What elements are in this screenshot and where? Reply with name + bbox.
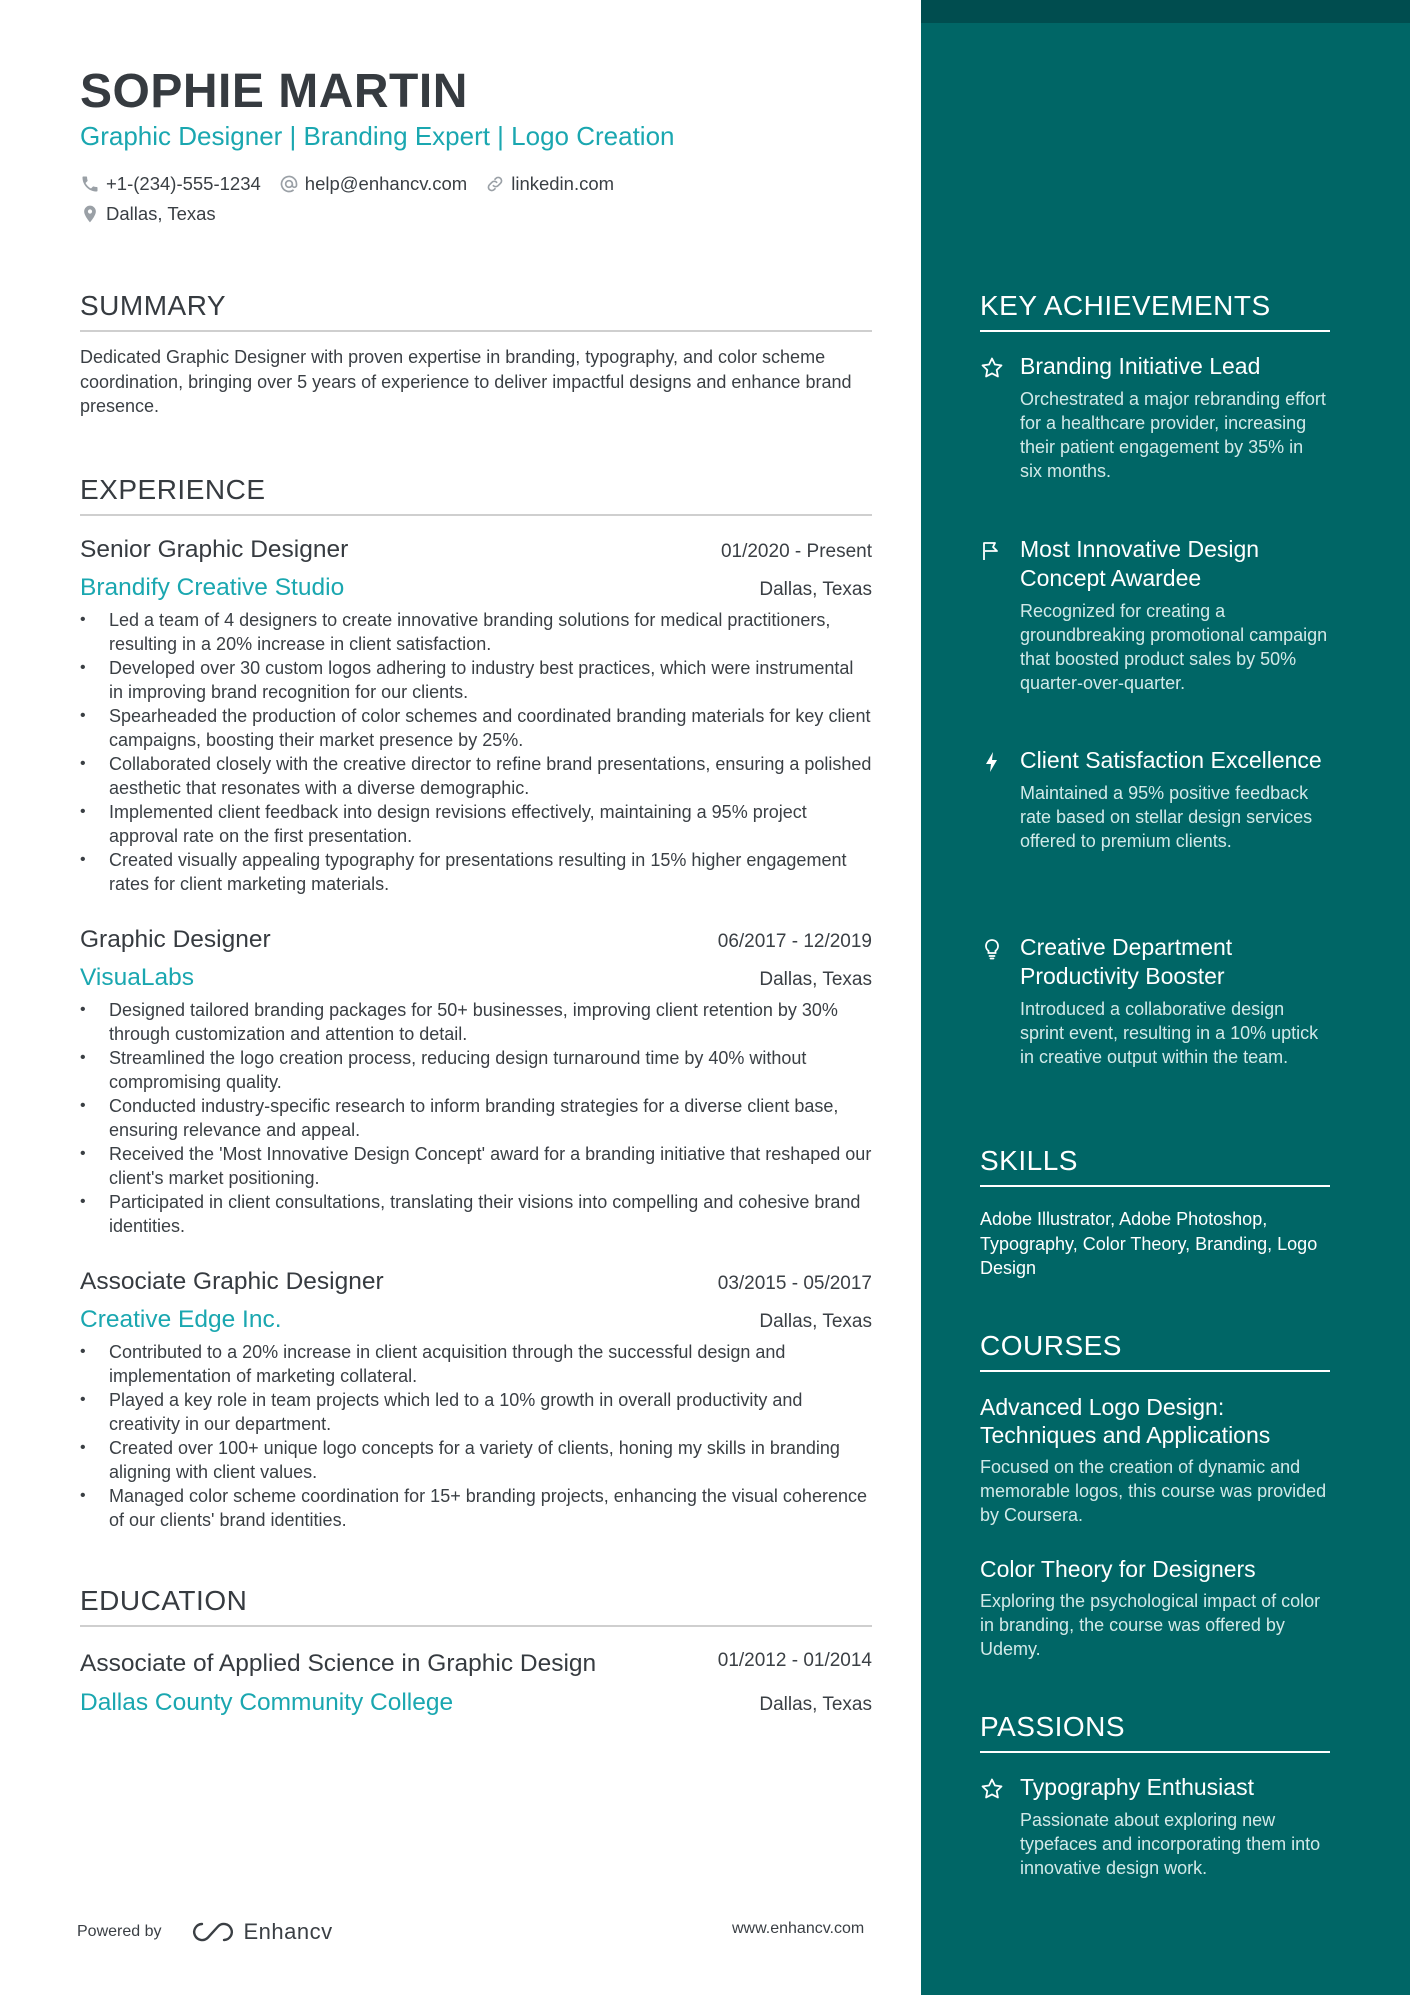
summary-section: [80, 290, 872, 419]
location-text: Dallas, Texas: [106, 203, 216, 224]
achievement-title: Branding Initiative Lead: [1020, 353, 1261, 379]
job-company: Brandify Creative Studio: [80, 574, 345, 601]
powered-by-label: Powered by: [77, 1923, 162, 1940]
job-bullets: [80, 608, 872, 896]
achievement-title: Creative Department Productivity Booster: [1020, 934, 1233, 989]
experience-section: [80, 474, 872, 516]
job-bullet: • Created over 100+ unique logo concepts for a variety of clients, honing my skills in branding aligning with client values.: [80, 1436, 872, 1484]
education-entry: [80, 1648, 872, 1717]
achievement-title: Most Innovative Design Concept Awardee: [1020, 536, 1260, 591]
summary-title: SUMMARY: [80, 290, 872, 332]
email-text: help@enhancv.com: [304, 173, 468, 194]
achievement-desc: Orchestrated a major rebranding effort for a healthcare provider, increasing their patient engagement by 35% in six months.: [1020, 389, 1326, 481]
phone-icon: [80, 174, 100, 194]
job-bullet: • Managed color scheme coordination for 15+ branding projects, enhancing the visual coherence of our clients' brand identities.: [80, 1484, 872, 1532]
at-icon: [279, 174, 299, 194]
job-company: Creative Edge Inc.: [80, 1306, 282, 1333]
job-bullet: • Developed over 30 custom logos adhering to industry best practices, which were instrumental in improving brand recognition for our clients.: [80, 656, 872, 704]
footer-website[interactable]: www.enhancv.com: [732, 1920, 865, 1937]
star-icon: [980, 356, 1004, 380]
job-entry: [80, 536, 872, 896]
course-desc: Exploring the psychological impact of color in branding, the course was offered by Udemy.: [980, 1591, 1321, 1659]
flag-icon: [980, 539, 1004, 563]
enhancv-brand[interactable]: Enhancv: [243, 1919, 333, 1944]
achievements-title: KEY ACHIEVEMENTS: [980, 290, 1330, 332]
education-location: Dallas, Texas: [759, 1694, 872, 1715]
job-bullet: • Created visually appealing typography for presentations resulting in 15% higher engagement rates for client marketing materials.: [80, 848, 872, 896]
passion-title: Typography Enthusiast: [1020, 1774, 1254, 1800]
linkedin-contact[interactable]: [485, 173, 614, 195]
job-company: VisuaLabs: [80, 964, 194, 991]
achievement-desc: Maintained a 95% positive feedback rate based on stellar design services offered to premium clients.: [1020, 783, 1313, 851]
job-bullet: • Designed tailored branding packages for 50+ businesses, improving client retention by 30% through customization and attention to detail.: [80, 998, 872, 1046]
link-icon: [485, 174, 505, 194]
job-entry: [80, 926, 872, 1238]
headline: Graphic Designer | Branding Expert | Logo Creation: [80, 121, 675, 151]
achievement-item: [980, 352, 1330, 483]
job-bullet: • Streamlined the logo creation process, reducing design turnaround time by 40% without compromising quality.: [80, 1046, 872, 1094]
course-desc: Focused on the creation of dynamic and memorable logos, this course was provided by Coursera.: [980, 1457, 1327, 1525]
lightbulb-icon: [980, 937, 1004, 961]
course-item: [980, 1393, 1330, 1527]
passion-item: [980, 1773, 1330, 1880]
job-bullet: • Played a key role in team projects which led to a 10% growth in overall productivity and creativity in our department.: [80, 1388, 872, 1436]
education-section: [80, 1585, 872, 1627]
location-row: [80, 203, 234, 225]
job-bullet: • Received the 'Most Innovative Design Concept' award for a branding initiative that reshaped our client's market positioning.: [80, 1142, 872, 1190]
achievement-item: [980, 746, 1330, 853]
phone-contact[interactable]: [80, 173, 261, 195]
job-entry: [80, 1268, 872, 1532]
star-icon: [980, 1777, 1004, 1801]
job-location: Dallas, Texas: [759, 969, 872, 990]
job-bullet: • Led a team of 4 designers to create innovative branding solutions for medical practitioners, resulting in a 20% increase in client satisfaction.: [80, 608, 872, 656]
course-item: [980, 1555, 1330, 1661]
linkedin-text: linkedin.com: [511, 173, 615, 194]
phone-text: +1-(234)-555-1234: [106, 173, 261, 194]
course-title: Advanced Logo Design: Techniques and Applications: [980, 1394, 1271, 1448]
summary-text: Dedicated Graphic Designer with proven expertise in branding, typography, and color scheme coordination, bringing over 5 years of experience to deliver impactful designs and enhance brand presence.: [80, 347, 852, 416]
achievement-desc: Introduced a collaborative design sprint event, resulting in a 10% uptick in creative output within the team.: [1020, 999, 1319, 1067]
skills-text: Adobe Illustrator, Adobe Photoshop, Typography, Color Theory, Branding, Logo Design: [980, 1209, 1318, 1278]
achievement-title: Client Satisfaction Excellence: [1020, 747, 1322, 773]
map-pin-icon: [80, 204, 100, 224]
job-bullet: • Conducted industry-specific research to inform branding strategies for a diverse client base, ensuring relevance and appeal.: [80, 1094, 872, 1142]
passions-title: PASSIONS: [980, 1711, 1330, 1753]
school-name: Dallas County Community College: [80, 1689, 454, 1716]
job-date: 03/2015 - 05/2017: [717, 1273, 872, 1294]
degree-title: Associate of Applied Science in Graphic Design: [80, 1650, 597, 1677]
job-title: Associate Graphic Designer: [80, 1268, 384, 1295]
enhancv-logo-icon: [188, 1918, 238, 1946]
education-date: 01/2012 - 01/2014: [717, 1650, 872, 1671]
bolt-icon: [980, 750, 1004, 774]
job-bullet: • Participated in client consultations, translating their visions into compelling and cohesive brand identities.: [80, 1190, 872, 1238]
courses-title: COURSES: [980, 1330, 1330, 1372]
job-bullet: • Collaborated closely with the creative director to refine brand presentations, ensuring a polished aesthetic that resonates with a diverse demographic.: [80, 752, 872, 800]
footer-branding: [77, 1918, 333, 1946]
job-bullet: • Implemented client feedback into design revisions effectively, maintaining a 95% project approval rate on the first presentation.: [80, 800, 872, 848]
job-location: Dallas, Texas: [759, 1311, 872, 1332]
sidebar-top-band: [921, 0, 1410, 23]
contact-row: [80, 173, 632, 195]
achievement-item: [980, 535, 1330, 695]
job-title: Senior Graphic Designer: [80, 536, 349, 563]
candidate-name: SOPHIE MARTIN: [80, 65, 468, 118]
job-date: 06/2017 - 12/2019: [717, 931, 872, 952]
passion-desc: Passionate about exploring new typefaces and incorporating them into innovative design work.: [1020, 1810, 1321, 1878]
job-title: Graphic Designer: [80, 926, 271, 953]
job-location: Dallas, Texas: [759, 579, 872, 600]
experience-title: EXPERIENCE: [80, 474, 872, 516]
job-bullets: [80, 998, 872, 1238]
job-bullet: • Spearheaded the production of color schemes and coordinated branding materials for key client campaigns, boosting their market presence by 25%.: [80, 704, 872, 752]
job-bullets: [80, 1340, 872, 1532]
job-bullet: • Contributed to a 20% increase in client acquisition through the successful design and implementation of marketing collateral.: [80, 1340, 872, 1388]
job-date: 01/2020 - Present: [720, 541, 872, 562]
email-contact[interactable]: [279, 173, 467, 195]
achievement-item: [980, 933, 1330, 1069]
skills-title: SKILLS: [980, 1145, 1330, 1187]
achievement-desc: Recognized for creating a groundbreaking promotional campaign that boosted product sales by 50% quarter-over-quarter.: [1020, 601, 1328, 693]
course-title: Color Theory for Designers: [980, 1556, 1256, 1582]
location-contact: [80, 203, 216, 225]
education-title: EDUCATION: [80, 1585, 872, 1627]
